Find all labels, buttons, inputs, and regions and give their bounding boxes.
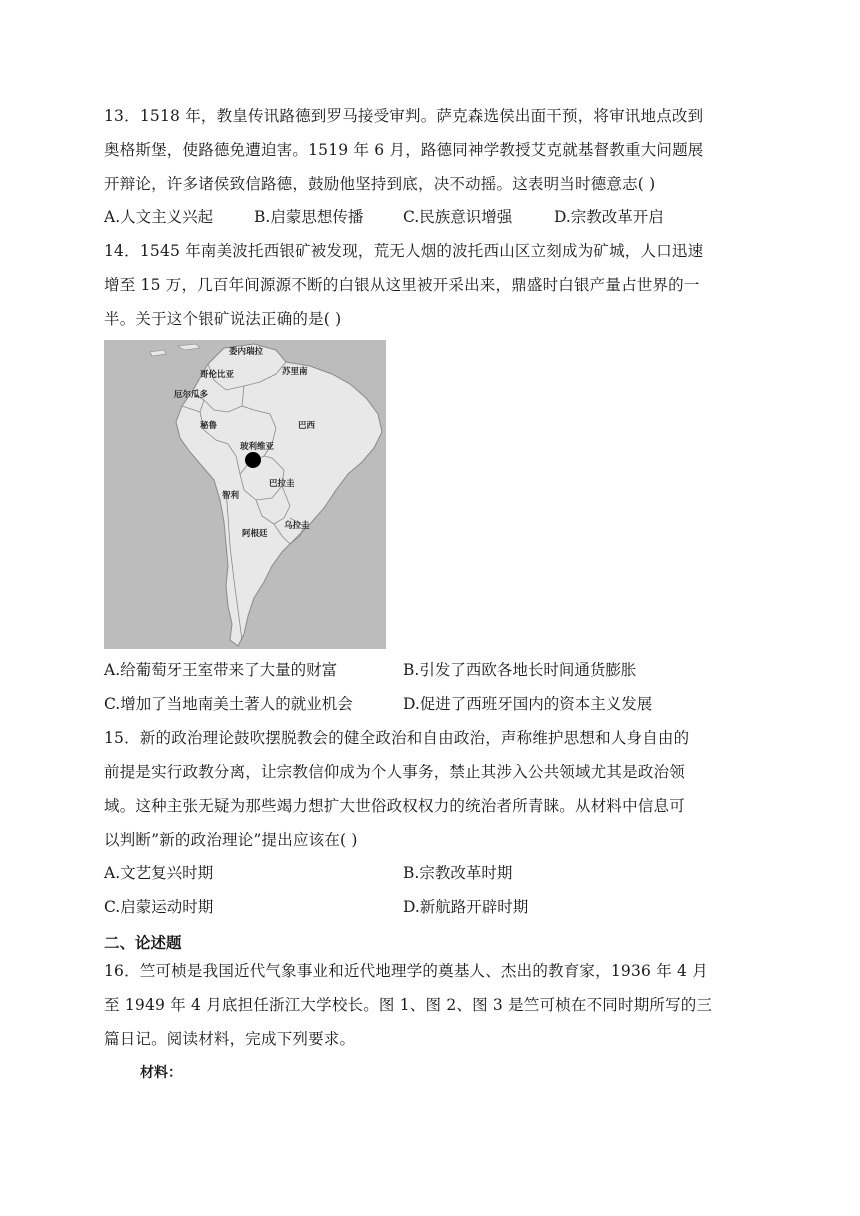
q13-line-3: 开辩论，许多诸侯致信路德，鼓励他坚持到底，决不动摇。这表明当时德意志( ) (104, 175, 656, 193)
q14-option-d[interactable]: D.促进了西班牙国内的资本主义发展 (403, 695, 653, 713)
q14-option-b[interactable]: B.引发了西欧各地长时间通货膨胀 (403, 661, 637, 679)
q13-line-2: 奥格斯堡，使路德免遭迫害。1519 年 6 月，路德同神学教授艾克就基督教重大问题展 (104, 141, 704, 159)
q14-option-c[interactable]: C.增加了当地南美土著人的就业机会 (104, 695, 353, 713)
q13-option-a[interactable]: A.人文主义兴起 (104, 208, 214, 226)
q14-line-3: 半。关于这个银矿说法正确的是( ) (104, 310, 342, 328)
section-heading: 二、论述题 (104, 934, 182, 952)
q15-option-a[interactable]: A.文艺复兴时期 (104, 864, 214, 882)
map-label-chile: 智利 (222, 491, 240, 501)
material-label: 材料： (140, 1065, 182, 1081)
q15-line-1: 15．新的政治理论鼓吹摆脱教会的健全政治和自由政治，声称维护思想和人身自由的 (104, 729, 690, 747)
map-label-peru: 秘鲁 (200, 421, 218, 431)
q15-option-c[interactable]: C.启蒙运动时期 (104, 898, 214, 916)
q13-option-d[interactable]: D.宗教改革开启 (554, 208, 664, 226)
q14-line-2: 增至 15 万，几百年间源源不断的白银从这里被开采出来，鼎盛时白银产量占世界的一 (104, 276, 700, 294)
map-label-ecuador: 厄尔瓜多 (174, 390, 209, 400)
map-label-bolivia: 玻利维亚 (240, 442, 275, 452)
south-america-map (104, 340, 386, 649)
q16-line-2: 至 1949 年 4 月底担任浙江大学校长。图 1、图 2、图 3 是竺可桢在不同时期所写的三 (104, 996, 713, 1014)
map-label-brazil: 巴西 (298, 421, 316, 431)
q15-option-d[interactable]: D.新航路开辟时期 (403, 898, 529, 916)
map-graphic (104, 340, 386, 649)
map-label-paraguay: 巴拉圭 (269, 479, 295, 489)
map-label-suriname: 苏里南 (282, 367, 308, 377)
q14-option-a[interactable]: A.给葡萄牙王室带来了大量的财富 (104, 661, 338, 679)
map-label-uruguay: 乌拉圭 (284, 521, 310, 531)
q14-line-1: 14．1545 年南美波托西银矿被发现，荒无人烟的波托西山区立刻成为矿城，人口迅速 (104, 242, 704, 260)
q13-line-1: 13．1518 年，教皇传讯路德到罗马接受审判。萨克森选侯出面干预，将审讯地点改到 (104, 107, 704, 125)
q15-line-4: 以判断”新的政治理论”提出应该在( ) (104, 831, 358, 849)
q15-line-2: 前提是实行政教分离，让宗教信仰成为个人事务，禁止其涉入公共领域尤其是政治领 (104, 763, 685, 781)
map-label-argentina: 阿根廷 (242, 529, 268, 539)
q16-line-1: 16．竺可桢是我国近代气象事业和近代地理学的奠基人、杰出的教育家，1936 年 4 月 (104, 962, 708, 980)
potosi-marker (245, 452, 261, 468)
q13-option-b[interactable]: B.启蒙思想传播 (254, 208, 364, 226)
q15-line-3: 域。这种主张无疑为那些竭力想扩大世俗政权权力的统治者所青睐。从材料中信息可 (104, 797, 685, 815)
q16-line-3: 篇日记。阅读材料，完成下列要求。 (104, 1030, 356, 1048)
map-label-venezuela: 委内瑞拉 (229, 347, 264, 357)
q13-option-c[interactable]: C.民族意识增强 (403, 208, 513, 226)
map-label-colombia: 哥伦比亚 (200, 370, 235, 380)
q15-option-b[interactable]: B.宗教改革时期 (403, 864, 513, 882)
